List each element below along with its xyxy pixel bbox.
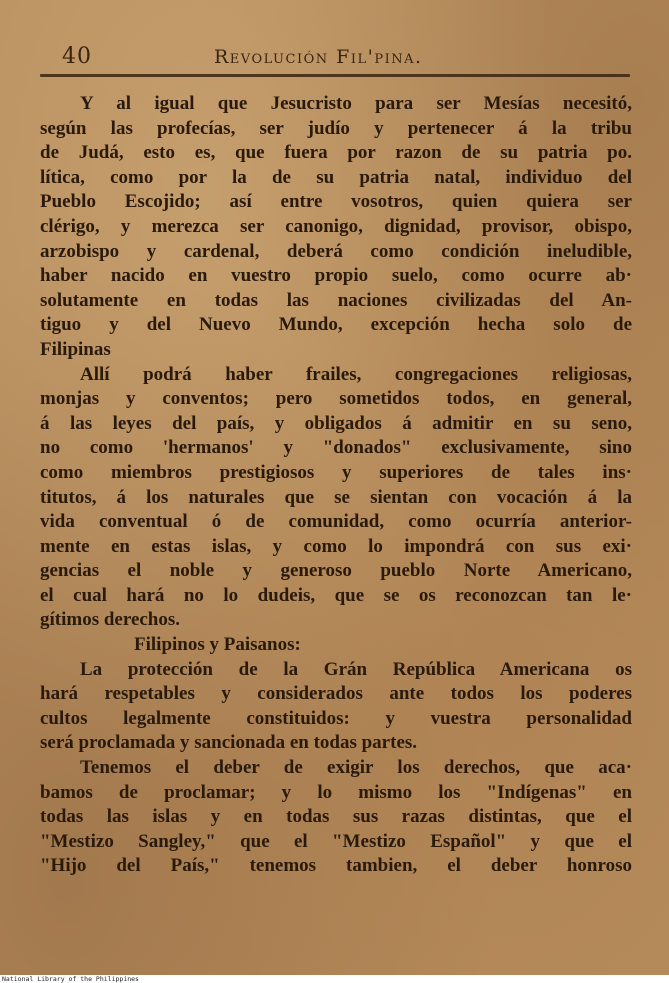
footer-strip [0,975,669,983]
text-line: tiguo y del Nuevo Mundo, excepción hecha solo de [40,314,632,336]
body-text [40,92,632,879]
text-line: cultos legalmente constituidos: y vuestra personalidad [40,707,632,729]
text-line: hará respetables y considerados ante todos los poderes [40,683,632,705]
text-line: lítica, como por la de su patria natal, individuo del [40,166,632,188]
text-line: vida conventual ó de comunidad, como ocurría anterior- [40,511,632,533]
text-line: "Hijo del País," tenemos tambien, el deber honroso [40,855,632,877]
text-line: será proclamada y sancionada en todas partes. [40,732,418,754]
page-number: 40 [62,44,92,69]
text-line: según las profecías, ser judío y pertenecer á la tribu [40,117,632,139]
text-line: gencias el noble y generoso pueblo Norte Americano, [40,560,632,582]
text-line: mente en estas islas, y como lo impondrá con sus exi· [40,535,632,557]
text-line: Y al igual que Jesucristo para ser Mesías necesitó, [80,93,632,114]
text-line: Pueblo Escojido; así entre vosotros, quien quiera ser [40,191,632,213]
text-line: haber nacido en vuestro propio suelo, como ocurre ab· [40,265,632,287]
text-line: arzobispo y cardenal, deberá como condición ineludible, [40,240,632,262]
running-title: Revolución Fil'pina. [214,46,423,68]
text-line: gítimos derechos. [40,609,181,631]
text-line: de Judá, esto es, que fuera por razon de su patria po. [40,142,632,164]
text-line: todas las islas y en todas sus razas distintas, que el [40,806,632,828]
text-line: no como 'hermanos' y "donados" exclusivamente, sino [40,437,632,459]
library-credit: National Library of the Philippines [2,975,139,983]
text-line: como miembros prestigiosos y superiores de tales ins· [40,461,632,483]
text-line: titutos, á los naturales que se sientan con vocación á la [40,486,632,508]
text-line: La protección de la Grán República Americana os [80,658,632,680]
text-line: Filipinas [40,338,111,360]
text-line: á las leyes del país, y obligados á admitir en su seno, [40,412,632,434]
text-line: bamos de proclamar; y lo mismo los "Indígenas" en [40,781,632,803]
text-line: el cual hará no lo dudeis, que se os reconozcan tan le· [40,584,632,606]
text-line: Tenemos el deber de exigir los derechos, que aca· [80,757,632,779]
text-line: monjas y conventos; pero sometidos todos, en general, [40,388,632,410]
text-line: Allí podrá haber frailes, congregaciones religiosas, [80,363,632,385]
page-header [0,44,669,74]
header-rule [40,74,630,77]
text-line: "Mestizo Sangley," que el "Mestizo Español" y que el [40,830,632,852]
text-line: clérigo, y merezca ser canonigo, dignidad, provisor, obispo, [40,215,632,237]
text-line: Filipinos y Paisanos: [134,634,301,656]
text-line: solutamente en todas las naciones civilizadas del An- [40,289,632,311]
